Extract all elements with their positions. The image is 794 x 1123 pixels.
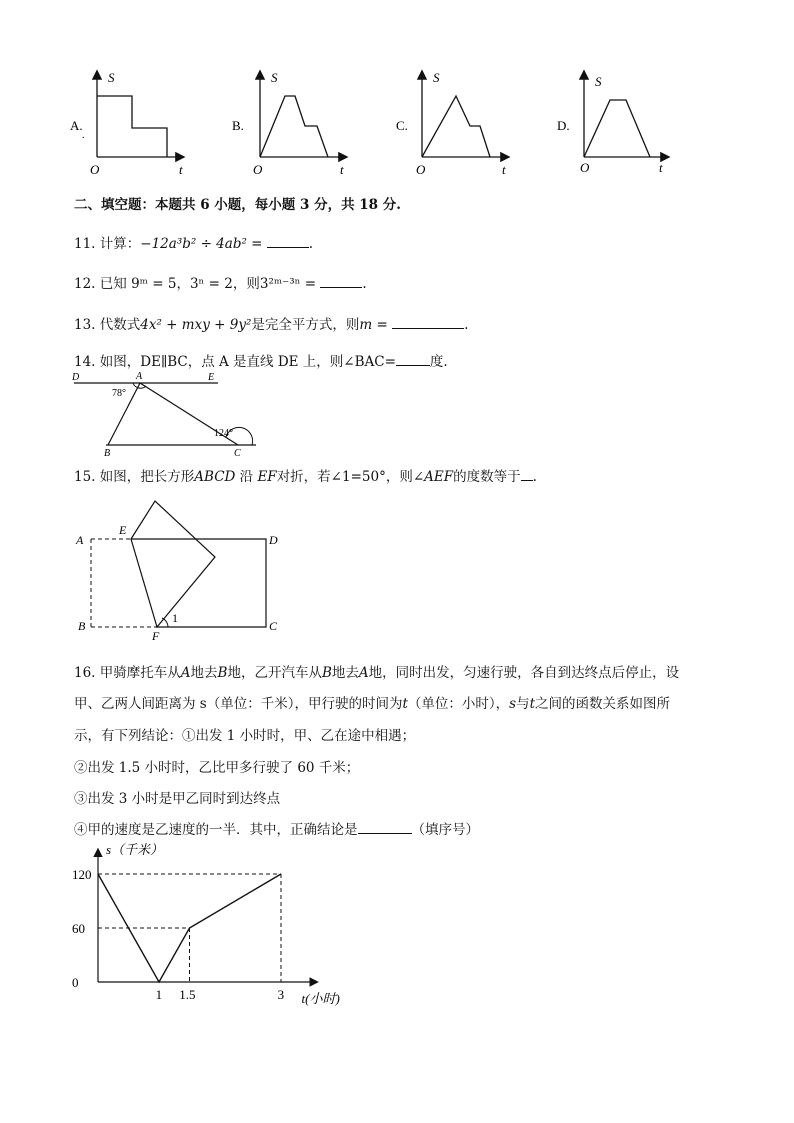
option-graphs-svg [0, 0, 794, 180]
graph-d-t: t [659, 160, 663, 175]
q15-text-a: 如图，把长方形 [99, 469, 195, 485]
graph-d-curve [584, 100, 650, 157]
option-d-label: D. [557, 118, 570, 133]
q16-l6a: ④甲的速度是乙速度的一半．其中，正确结论是 [74, 822, 358, 838]
graph-d-o: O [580, 160, 590, 175]
q15-abcd: ABCD [194, 469, 236, 485]
q16-l1d: 地去 [331, 665, 359, 681]
label-e: E [119, 523, 127, 537]
q14-figure-svg [66, 368, 266, 460]
stray-mark: . [82, 130, 85, 141]
x-axis-label: t(小时) [301, 991, 340, 1006]
q12-number: 12. [74, 276, 96, 292]
q14-text-a: 如图，DE∥BC，点 A 是直线 DE 上，则∠BAC= [99, 354, 396, 370]
q13-middle: 是完全平方式，则 [251, 317, 360, 333]
label-e: E [208, 372, 215, 383]
q16-l1b: 地去 [190, 665, 218, 681]
option-c-label: C. [396, 118, 408, 133]
q15-answer-blank[interactable] [521, 468, 533, 481]
question-12 [74, 272, 367, 292]
graph-b-o: O [253, 162, 263, 177]
option-a-label: A. [70, 118, 83, 133]
q16-a2: A [358, 665, 369, 681]
q12-middle: ，则 [232, 276, 260, 292]
y-axis-label: s（千米） [106, 842, 164, 857]
q11-number: 11. [74, 236, 96, 252]
q14-answer-blank[interactable] [396, 353, 430, 366]
x-tick-3: 3 [277, 987, 285, 1002]
label-d: D [72, 372, 80, 383]
option-graphs [0, 0, 794, 180]
q13-answer-blank[interactable] [392, 316, 464, 329]
q12-expression: 3²ᵐ⁻³ⁿ = [259, 276, 317, 292]
label-124: 124° [214, 428, 233, 439]
question-16-line-2 [74, 692, 670, 712]
q12-condition-1: 9ᵐ = 5 [131, 276, 177, 292]
q16-l1a: 甲骑摩托车从 [99, 665, 181, 681]
q15-figure [70, 492, 290, 642]
q16-l2c: 与 [516, 696, 530, 712]
q15-text-b: 沿 [239, 469, 254, 485]
q12-separator: ， [176, 276, 190, 292]
q15-ef: EF [257, 469, 277, 485]
q15-aef: AEF [424, 469, 454, 485]
question-16-line-6 [74, 818, 479, 838]
label-a: A [136, 371, 143, 382]
y-tick-60: 60 [72, 921, 85, 936]
q16-l2b: （单位：小时）， [407, 696, 510, 712]
q16-l1e: 地，同时出发，匀速行驶，各自到达终点后停止，设 [368, 665, 680, 681]
question-16-line-5: ③出发 3 小时是甲乙同时到达终点 [74, 791, 281, 807]
question-16-line-4: ②出发 1.5 小时时，乙比甲多行驶了 60 千米； [74, 760, 360, 776]
q12-condition-2: 3ⁿ = 2 [189, 276, 233, 292]
q16-l1c: 地，乙开汽车从 [227, 665, 322, 681]
q13-expression: 4x² + mxy + 9y² [140, 317, 252, 333]
label-1: 1 [172, 611, 178, 625]
q16-s1: s [509, 696, 517, 712]
q11-end: . [308, 236, 314, 252]
distance-time-chart [70, 838, 360, 1008]
q15-number: 15. [74, 469, 96, 485]
folded-flap [131, 501, 215, 627]
label-a: A [76, 533, 84, 547]
graph-b-t: t [340, 162, 344, 177]
q11-answer-blank[interactable] [267, 235, 309, 248]
y-tick-120: 120 [72, 867, 92, 882]
graph-a-curve [97, 96, 167, 157]
graph-b-s: S [271, 70, 278, 85]
question-11 [74, 232, 313, 252]
q11-prefix: 计算： [99, 236, 141, 252]
q15-text-c: 对折，若∠1=50°，则∠ [276, 469, 425, 485]
question-13 [74, 313, 468, 333]
question-16-line-3: 示，有下列结论：①出发 1 小时时，甲、乙在途中相遇； [74, 728, 416, 744]
q13-variable: m = [359, 317, 388, 333]
label-c: C [234, 448, 241, 459]
q11-expression: −12a³b² ÷ 4ab² = [140, 236, 263, 252]
label-d: D [269, 533, 278, 547]
q16-l2d: 之间的函数关系如图所 [535, 696, 671, 712]
graph-a [70, 70, 183, 177]
q14-number: 14. [74, 354, 96, 370]
label-78: 78° [112, 388, 126, 399]
q14-text-b: 度. [429, 354, 448, 370]
x-tick-1: 1 [155, 987, 163, 1002]
graph-c-t: t [502, 162, 506, 177]
q12-answer-blank[interactable] [320, 275, 362, 288]
graph-b [232, 70, 346, 177]
label-b: B [78, 619, 86, 633]
label-f: F [152, 629, 160, 642]
graph-c-s: S [433, 70, 440, 85]
q16-l2a: 甲、乙两人间距离为 s（单位：千米），甲行驶的时间为 [74, 696, 403, 712]
q16-answer-blank[interactable] [358, 821, 412, 834]
graph-b-curve [260, 96, 328, 157]
question-15 [74, 465, 537, 485]
q16-b1: B [217, 665, 228, 681]
q16-b2: B [321, 665, 332, 681]
label-b: B [104, 448, 111, 459]
question-14 [74, 350, 448, 370]
label-c: C [269, 619, 278, 633]
q15-figure-svg [70, 492, 290, 642]
q16-number: 16. [74, 665, 96, 681]
q14-figure [66, 368, 266, 460]
option-b-label: B. [232, 118, 244, 133]
question-16-line-1 [74, 661, 679, 681]
q13-number: 13. [74, 317, 96, 333]
q15-end: . [532, 469, 537, 485]
q16-t2: t [529, 696, 536, 712]
section-heading: 二、填空题：本题共 6 小题，每小题 3 分，共 18 分. [74, 197, 401, 213]
graph-a-s: S [108, 70, 115, 85]
q16-a1: A [180, 665, 191, 681]
graph-c [396, 70, 508, 177]
q16-t1: t [402, 696, 408, 712]
graph-c-o: O [416, 162, 426, 177]
graph-c-curve [422, 96, 490, 157]
graph-a-t: t [179, 162, 183, 177]
q13-end: . [464, 317, 469, 333]
q13-prefix: 代数式 [99, 317, 141, 333]
q12-end: . [362, 276, 367, 292]
q15-text-d: 的度数等于 [453, 469, 521, 485]
chart-svg [70, 838, 360, 1008]
graph-d [557, 72, 668, 175]
q12-prefix: 已知 [99, 276, 127, 292]
graph-d-s: S [595, 74, 602, 89]
graph-a-o: O [90, 162, 100, 177]
x-tick-1.5: 1.5 [179, 987, 196, 1002]
y-tick-0: 0 [72, 975, 79, 990]
rectangle-remaining [131, 539, 266, 627]
q16-l6b: （填序号） [411, 822, 479, 838]
